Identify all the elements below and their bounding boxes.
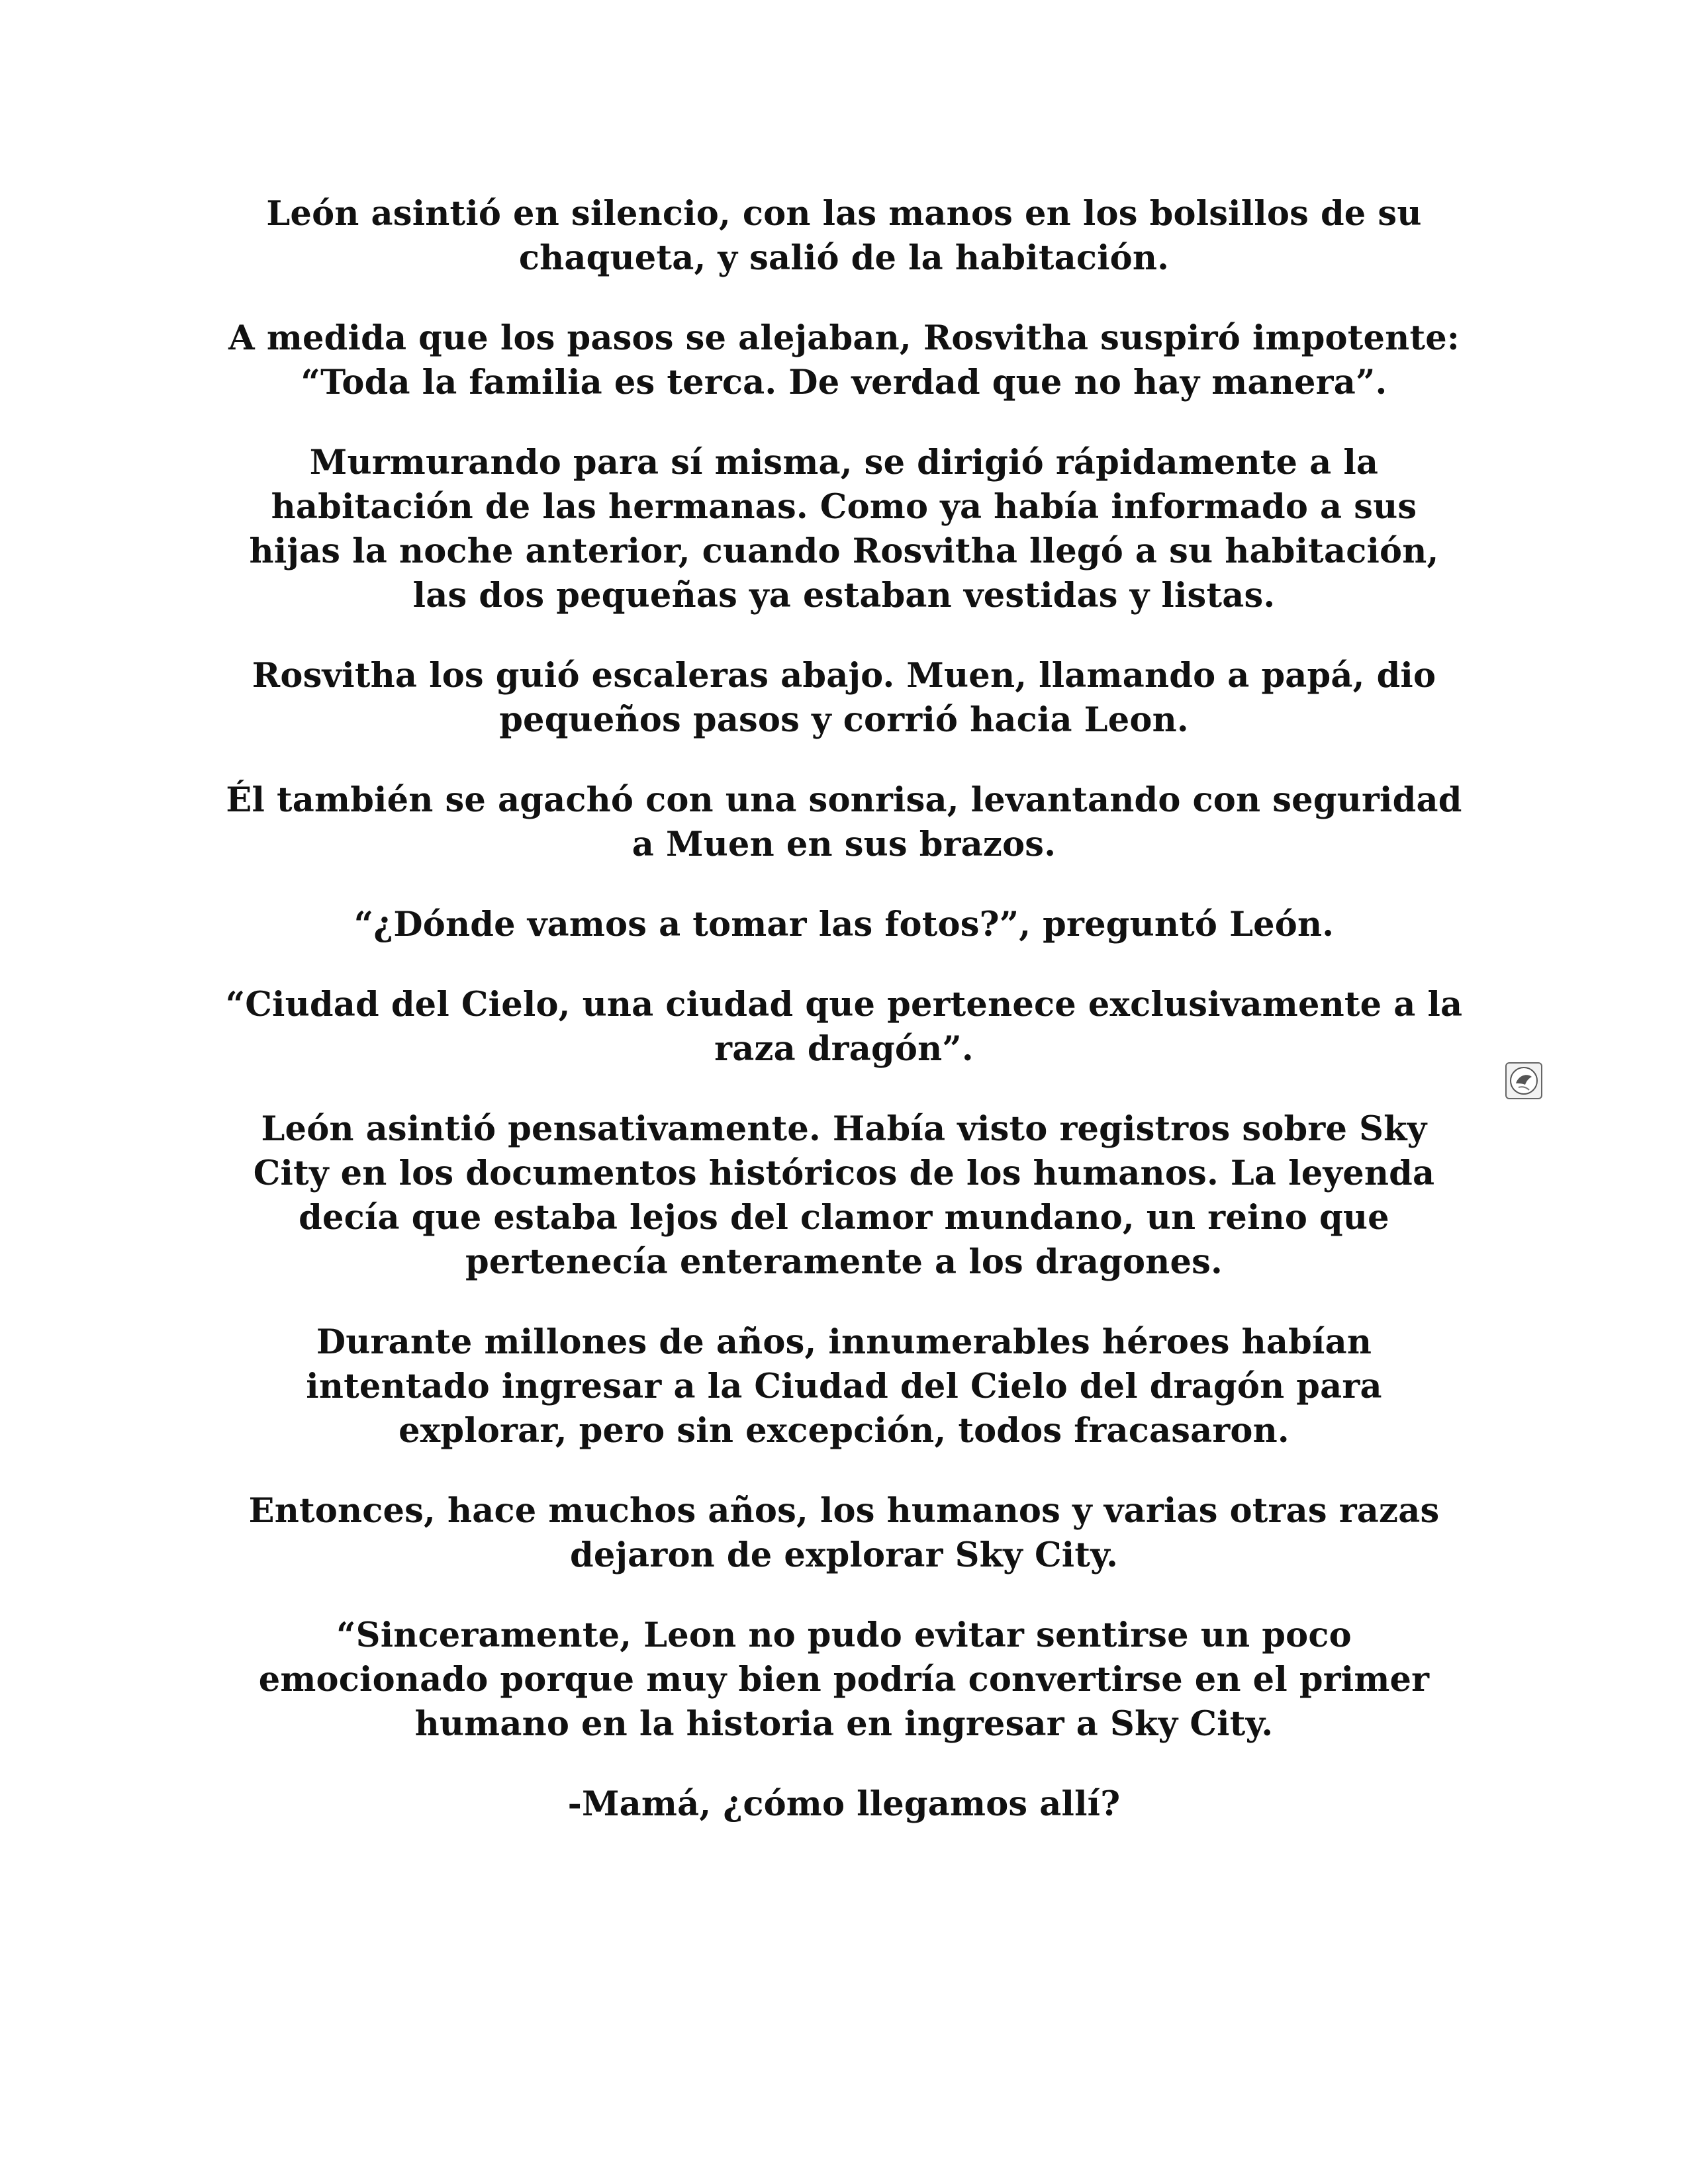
watermark-logo-icon	[1505, 1062, 1542, 1099]
paragraph-10: Entonces, hace muchos años, los humanos y varias otras razas dejaron de explorar Sky City.	[248, 1491, 1440, 1575]
paragraph-8: León asintió pensativamente. Había visto registros sobre Sky City en los documentos históricos de los humanos. La leyenda decía que estaba lejos del clamor mundano, un reino que pertenecía enteramente a los dragones.	[253, 1109, 1435, 1282]
paragraph-6: “¿Dónde vamos a tomar las fotos?”, preguntó León.	[353, 905, 1335, 944]
paragraph-12: -Mamá, ¿cómo llegamos allí?	[567, 1784, 1121, 1824]
paragraph-7: “Ciudad del Cielo, una ciudad que pertenece exclusivamente a la raza dragón”.	[225, 985, 1463, 1069]
watermark-logo-icon-svg	[1507, 1064, 1541, 1098]
paragraph-11: “Sinceramente, Leon no pudo evitar sentirse un poco emocionado porque muy bien podría convertirse en el primer humano en la historia en ingresar a Sky City.	[258, 1615, 1430, 1744]
paragraph-1: León asintió en silencio, con las manos en los bolsillos de su chaqueta, y salió de la habitación.	[266, 194, 1422, 278]
paragraph-9: Durante millones de años, innumerables héroes habían intentado ingresar a la Ciudad del Cielo del dragón para explorar, pero sin excepción, todos fracasaron.	[306, 1322, 1382, 1451]
paragraph-4: Rosvitha los guió escaleras abajo. Muen, llamando a papá, dio pequeños pasos y corrió hacia Leon.	[252, 656, 1436, 740]
paragraph-5: Él también se agachó con una sonrisa, levantando con seguridad a Muen en sus brazos.	[226, 780, 1462, 864]
document-page	[225, 192, 1463, 1862]
paragraph-2: A medida que los pasos se alejaban, Rosvitha suspiró impotente: “Toda la familia es terca. De verdad que no hay manera”.	[228, 318, 1460, 402]
paragraph-3: Murmurando para sí misma, se dirigió rápidamente a la habitación de las hermanas. Como ya había informado a sus hijas la noche anterior, cuando Rosvitha llegó a su habitación, las dos pequeñas ya estaban vestidas y listas.	[249, 443, 1439, 615]
